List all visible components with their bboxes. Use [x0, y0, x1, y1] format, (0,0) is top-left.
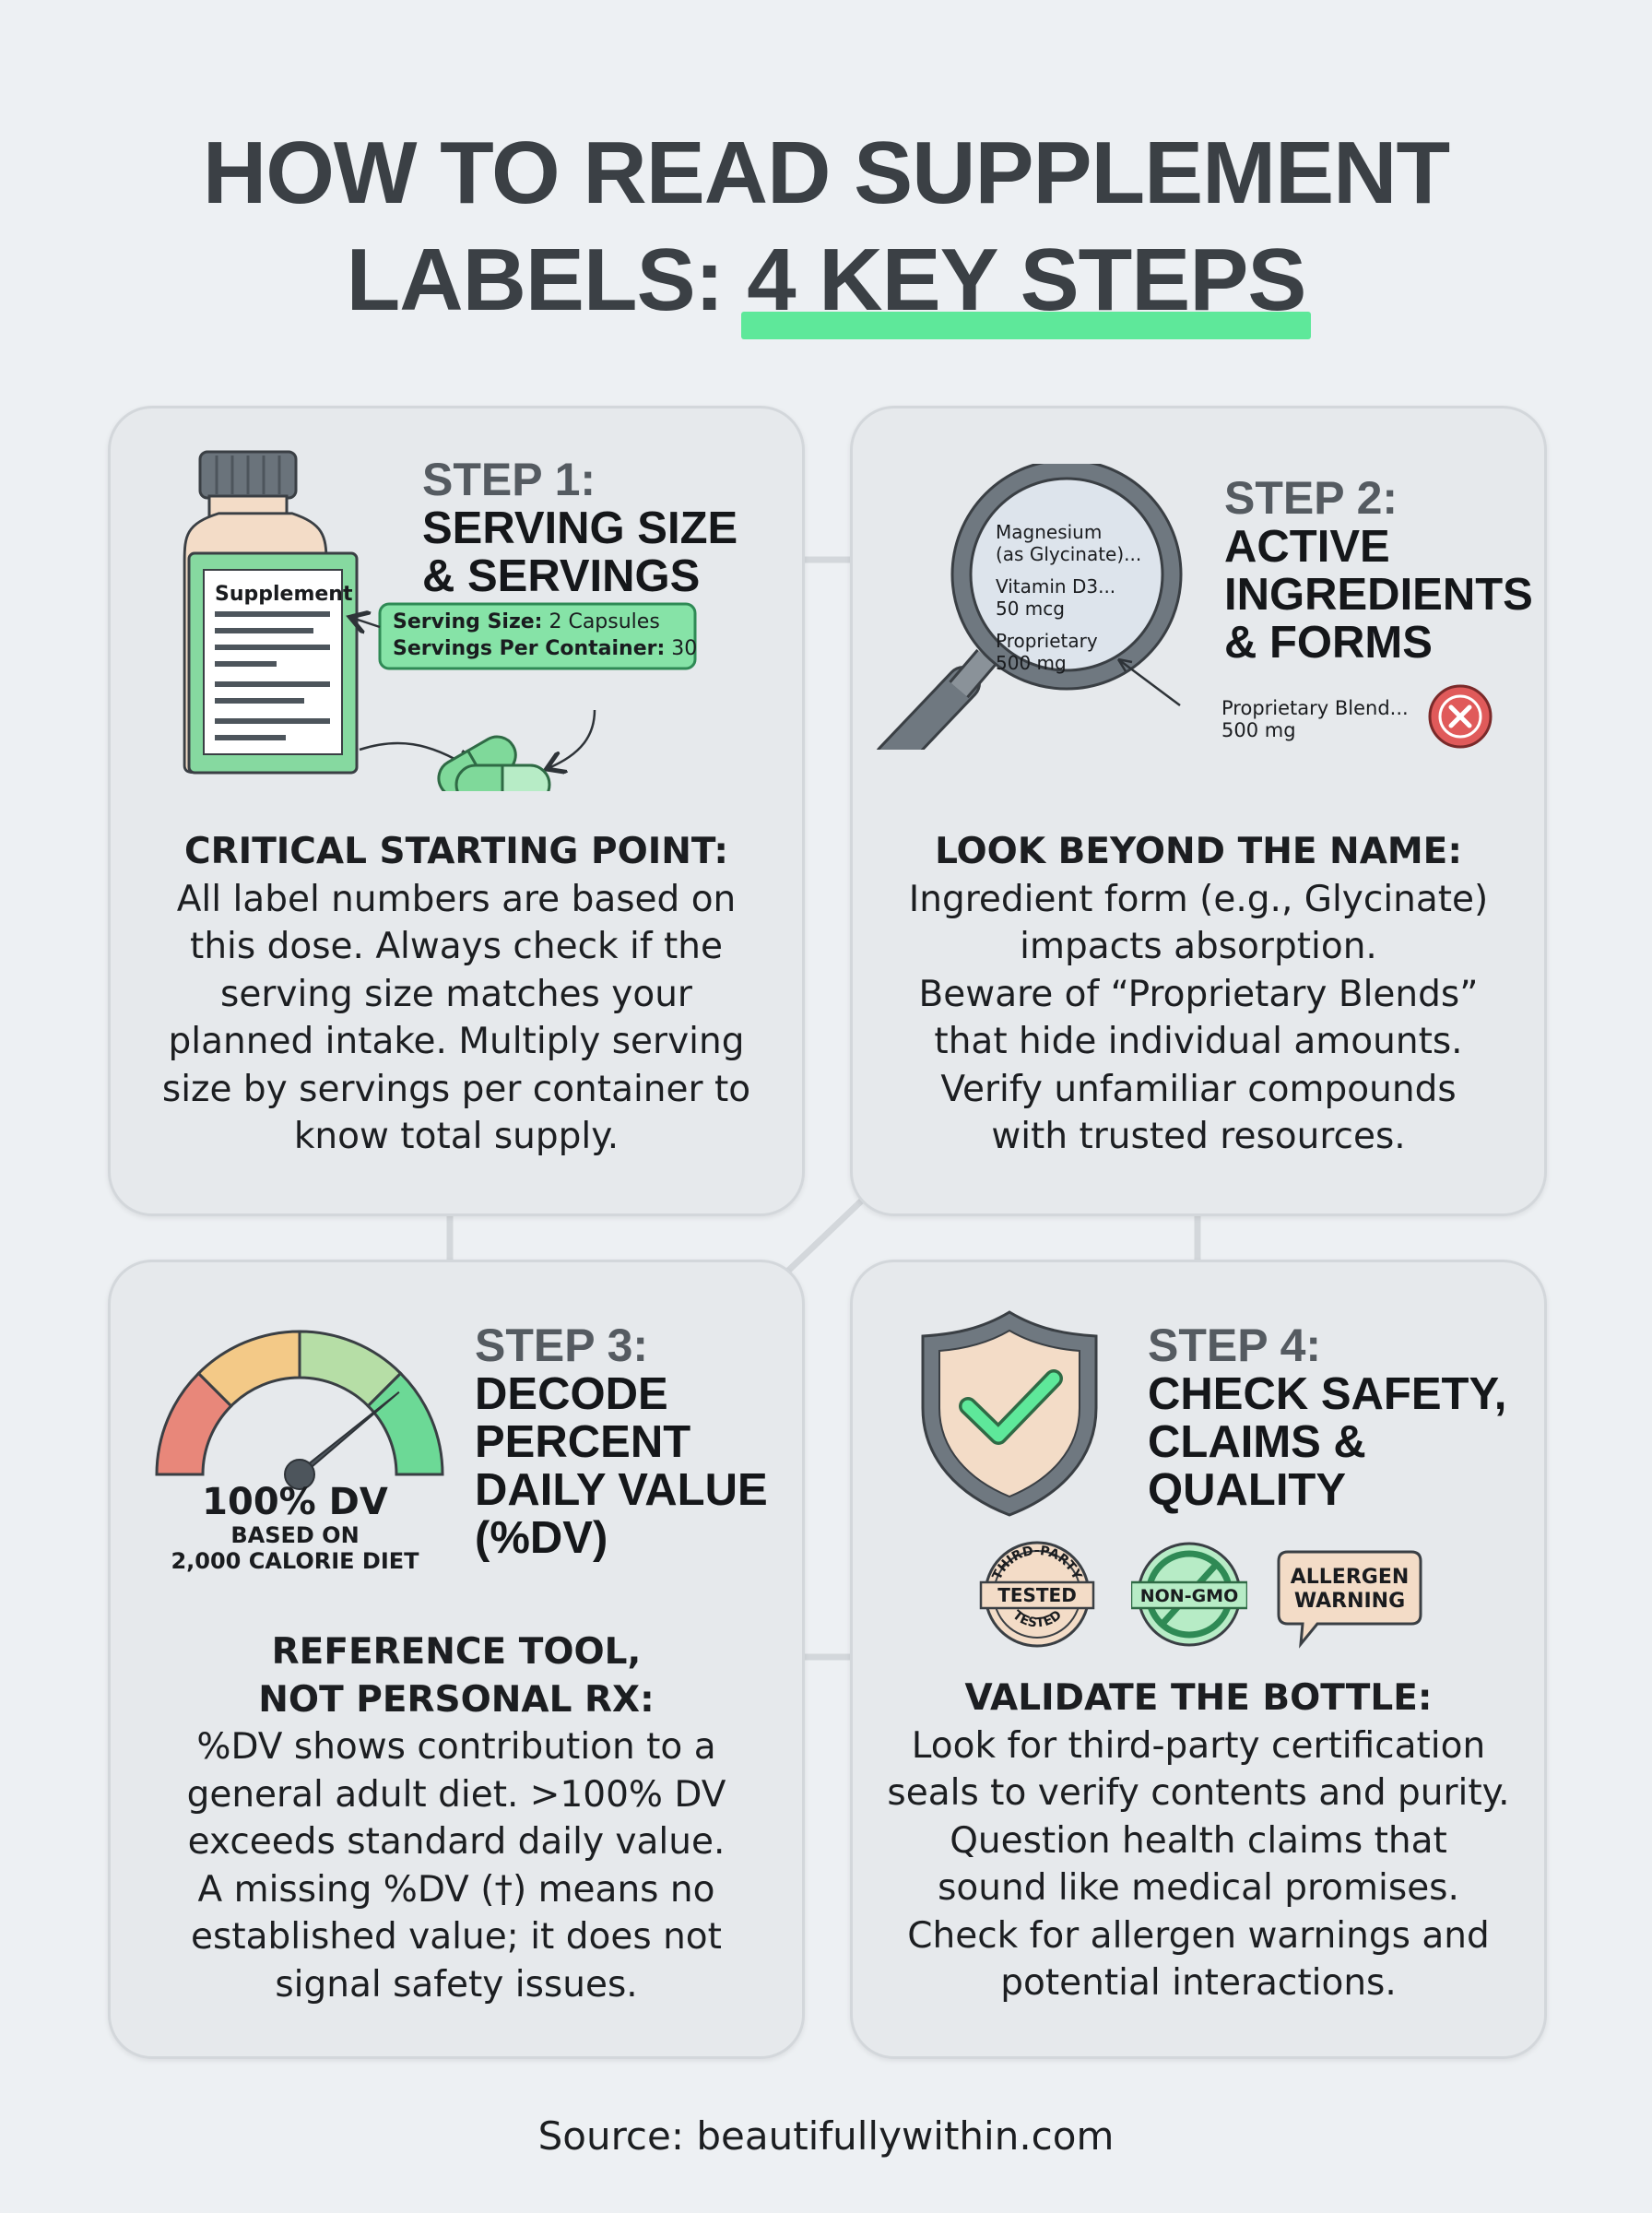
step-2-card — [850, 406, 1547, 1216]
step-3-title-line-1: DECODE — [475, 1369, 668, 1419]
step-4-card — [850, 1260, 1547, 2059]
allergen-warning-bubble — [1277, 1548, 1424, 1650]
title-highlight: 4 KEY STEPS — [747, 227, 1305, 334]
callout-servings-value: 30 — [665, 637, 698, 660]
capsules-icon — [432, 730, 549, 791]
source-credit: Source: beautifullywithin.com — [537, 2113, 1115, 2159]
step-1-title-line-2: & SERVINGS — [422, 551, 701, 601]
callout-serving-size-label: Serving Size: — [393, 610, 543, 633]
callout-servings-label: Servings Per Container: — [393, 637, 666, 660]
step-4-body-line: sound like medical promises. — [938, 1867, 1459, 1909]
step-3-body-line: exceeds standard daily value. — [187, 1821, 726, 1863]
step-3-body — [111, 1628, 802, 2008]
bottle-icon — [184, 452, 357, 773]
gauge-caption — [138, 1482, 452, 1574]
lens-text-line: 500 mg — [996, 652, 1067, 674]
svg-text:Serving Size: 2 Capsules — [393, 610, 660, 633]
step-2-body-line: that hide individual amounts. — [934, 1021, 1463, 1062]
gauge-value: 100% DV — [202, 1481, 388, 1523]
step-1-body — [111, 828, 802, 1161]
seal-top-text: THIRD-PARTY — [989, 1543, 1085, 1582]
step-3-body-line: general adult diet. >100% DV — [186, 1773, 726, 1816]
step-3-heading-line-1: REFERENCE TOOL, — [271, 1631, 642, 1673]
step-4-body — [853, 1675, 1544, 2007]
lens-text-line: Vitamin D3... — [996, 575, 1116, 598]
step-3-body-line: %DV shows contribution to a — [196, 1726, 716, 1768]
step-4-title-line-1: CHECK SAFETY, — [1148, 1369, 1507, 1419]
proprietary-blend-note — [1221, 697, 1409, 741]
blend-amount: 500 mg — [1221, 719, 1296, 741]
step-3-card — [108, 1260, 805, 2059]
step-2-title-line-2: INGREDIENTS — [1224, 570, 1533, 620]
third-party-tested-seal — [977, 1539, 1097, 1650]
step-2-body-line: impacts absorption. — [1020, 926, 1377, 967]
title-line-2-prefix: LABELS: — [346, 231, 748, 329]
step-3-heading-line-2: NOT PERSONAL RX: — [258, 1678, 655, 1721]
step-2-number: STEP 2: — [1224, 472, 1398, 524]
step-1-number: STEP 1: — [422, 454, 596, 505]
shield-check-icon — [917, 1307, 1102, 1519]
gauge-sub-1: BASED ON — [230, 1522, 360, 1548]
title-line-1: HOW TO READ SUPPLEMENT — [202, 124, 1450, 222]
step-2-title-line-1: ACTIVE — [1224, 522, 1390, 572]
step-3-body-line: signal safety issues. — [275, 1963, 638, 2006]
seal-bottom-text: TESTED — [1009, 1607, 1065, 1631]
step-2-body — [853, 828, 1544, 1161]
step-2-body-line: with trusted resources. — [991, 1116, 1406, 1157]
step-3-number: STEP 3: — [475, 1320, 649, 1371]
svg-text:Servings Per Container: 30 — [393, 637, 697, 660]
step-3-title-line-4: (%DV) — [475, 1513, 608, 1563]
step-3-body-line: established value; it does not — [191, 1916, 722, 1958]
step-3-body-line: A missing %DV (†) means no — [197, 1868, 715, 1911]
step-1-title-line-1: SERVING SIZE — [422, 503, 738, 553]
seal-mid-text: TESTED — [997, 1584, 1077, 1606]
step-1-header — [422, 455, 738, 600]
step-1-body-line: serving size matches your — [220, 973, 692, 1015]
step-1-body-line: planned intake. Multiply serving — [168, 1021, 745, 1062]
serving-callout — [380, 604, 697, 669]
step-2-title-line-3: & FORMS — [1224, 618, 1433, 668]
step-4-body-line: Look for third-party certification — [911, 1724, 1486, 1767]
step-4-header — [1148, 1320, 1506, 1514]
step-2-heading: LOOK BEYOND THE NAME: — [935, 831, 1462, 872]
step-4-title-line-2: CLAIMS & — [1148, 1417, 1366, 1467]
allergen-line-1: ALLERGEN — [1290, 1566, 1410, 1589]
step-2-body-line: Beware of “Proprietary Blends” — [918, 973, 1479, 1015]
step-3-title-line-3: DAILY VALUE — [475, 1465, 768, 1515]
step-4-body-line: seals to verify contents and purity. — [887, 1772, 1510, 1814]
step-4-title-line-3: QUALITY — [1148, 1465, 1347, 1515]
step-4-body-line: potential interactions. — [1000, 1962, 1397, 2004]
bottle-label-text: Supplement — [215, 583, 353, 606]
step-3-title-line-2: PERCENT — [475, 1417, 691, 1467]
non-gmo-seal — [1131, 1541, 1247, 1648]
step-1-body-line: this dose. Always check if the — [190, 926, 723, 967]
connector-2-3 — [786, 1196, 867, 1272]
step-3-header — [475, 1320, 768, 1562]
step-4-body-line: Question health claims that — [950, 1819, 1447, 1862]
x-circle-icon — [1427, 683, 1493, 750]
lens-text-line: Magnesium — [996, 521, 1103, 543]
callout-serving-size-value: 2 Capsules — [542, 610, 660, 633]
step-1-heading: CRITICAL STARTING POINT: — [184, 831, 728, 872]
step-4-body-line: Check for allergen warnings and — [907, 1914, 1490, 1957]
step-2-body-line: Verify unfamiliar compounds — [940, 1068, 1457, 1110]
nongmo-text: NON-GMO — [1139, 1586, 1239, 1606]
step-1-body-line: All label numbers are based on — [176, 878, 737, 920]
gauge-sub-2: 2,000 CALORIE DIET — [171, 1548, 419, 1574]
lens-text-line: (as Glycinate)... — [996, 543, 1142, 565]
allergen-line-2: WARNING — [1293, 1590, 1406, 1613]
step-1-card — [108, 406, 805, 1216]
step-2-body-line: Ingredient form (e.g., Glycinate) — [908, 878, 1489, 920]
step-1-body-line: know total supply. — [293, 1116, 620, 1157]
blend-name: Proprietary Blend... — [1221, 697, 1409, 719]
step-2-header — [1224, 473, 1533, 667]
step-4-number: STEP 4: — [1148, 1320, 1322, 1371]
lens-text-line: Proprietary — [996, 630, 1098, 652]
lens-text-line: 50 mcg — [996, 598, 1065, 620]
gauge-icon — [152, 1318, 447, 1493]
step-1-body-line: size by servings per container to — [161, 1068, 751, 1110]
step-4-heading: VALIDATE THE BOTTLE: — [964, 1677, 1433, 1719]
